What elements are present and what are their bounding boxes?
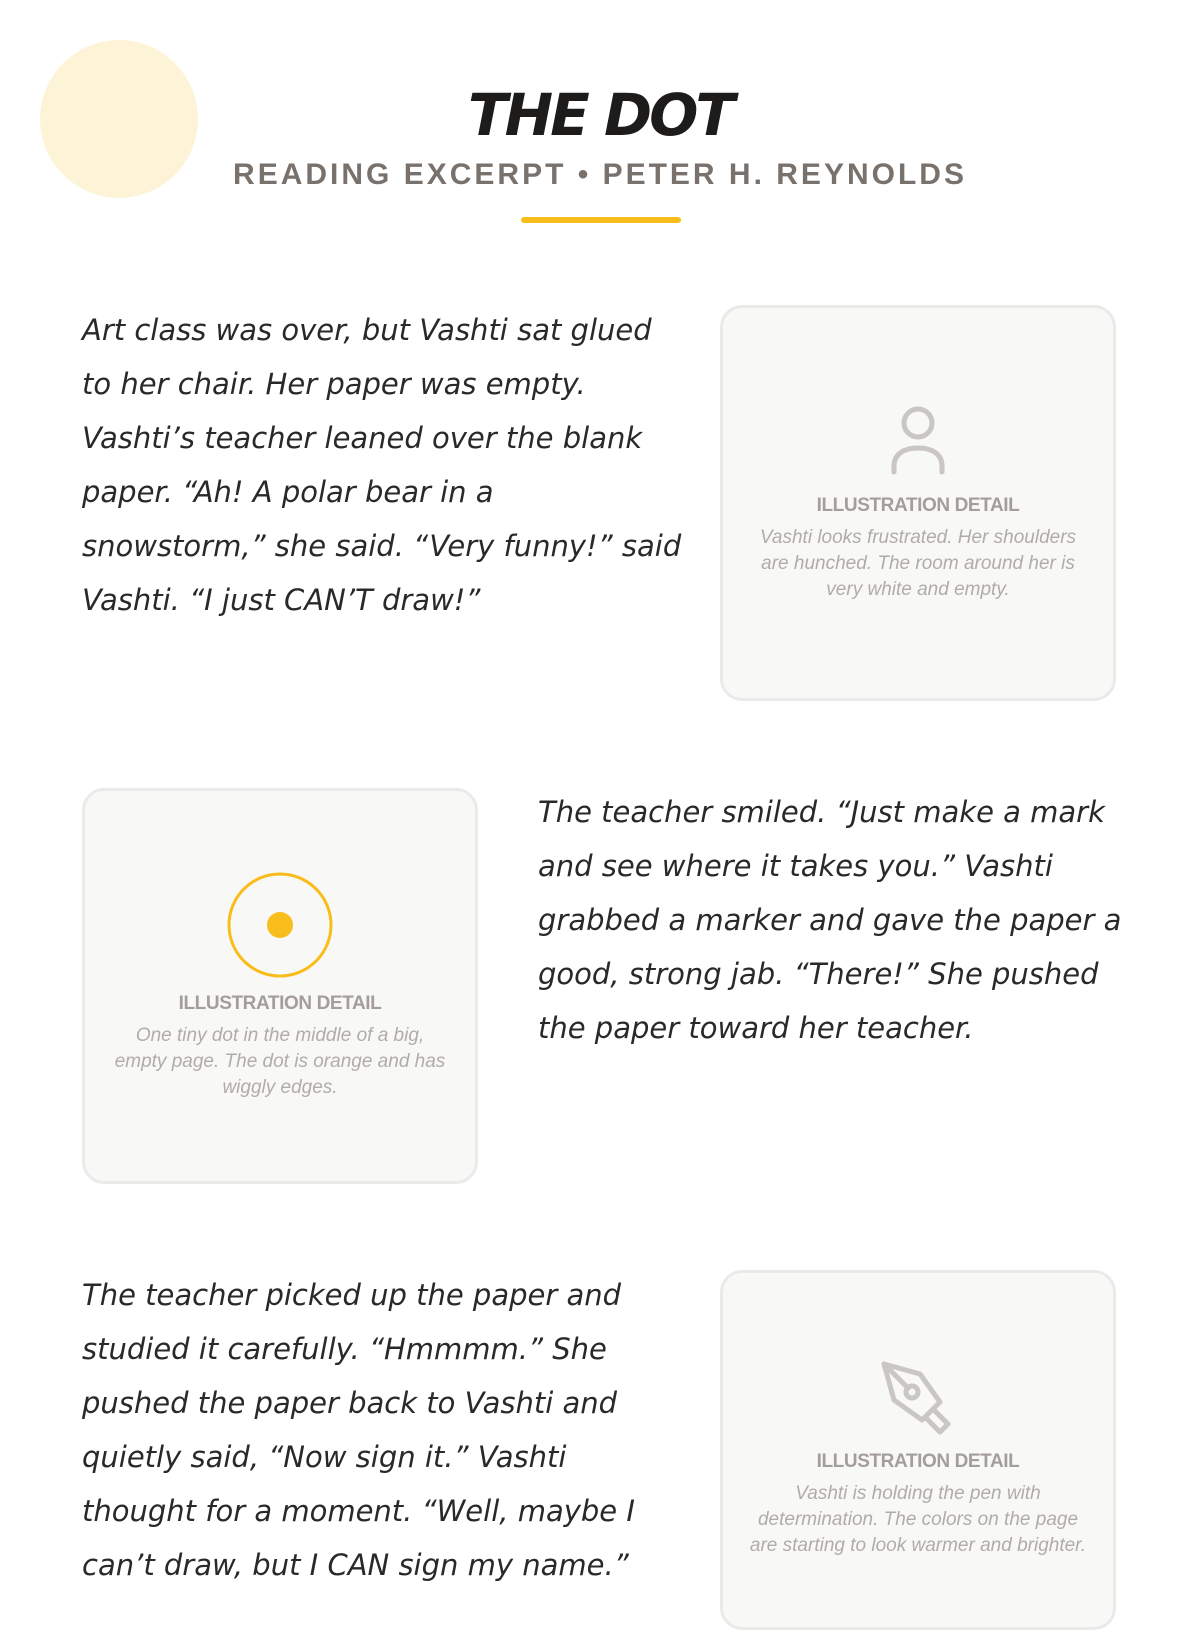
page-title: THE DOT — [468, 81, 732, 149]
illustration-description: One tiny dot in the middle of a big, empty page. The dot is orange and has wiggly edges. — [114, 1025, 446, 1098]
illustration-description: Vashti is holding the pen with determination. The colors on the page are starting to look warmer and brighter. — [749, 1483, 1087, 1556]
illustration-card-3 — [720, 1270, 1116, 1630]
illustration-card-1 — [720, 305, 1116, 701]
illustration-label: ILLUSTRATION DETAIL — [816, 495, 1020, 516]
dot-target-icon — [226, 871, 334, 979]
page-subtitle: READING EXCERPT • PETER H. REYNOLDS — [233, 158, 967, 191]
story-passage-3: The teacher picked up the paper and studied it carefully. “Hmmmm.” She pushed the paper back to Vashti and quietly said, “Now sign it.” Vashti thought for a moment. “Well, maybe I can’t draw, but I CAN sign my name.” — [82, 1278, 635, 1582]
illustration-label: ILLUSTRATION DETAIL — [178, 993, 382, 1014]
story-passage-1: Art class was over, but Vashti sat glued to her chair. Her paper was empty. Vashti’s teacher leaned over the blank paper. “Ah! A polar bear in a snowstorm,” she said. “Very funny!” said Vashti. “I just CAN’T draw!” — [82, 313, 682, 617]
story-passage-2: The teacher smiled. “Just make a mark and see where it takes you.” Vashti grabbed a marker and gave the paper a good, strong jab. “There!” She pushed the paper toward her teacher. — [538, 795, 1122, 1045]
illustration-description: Vashti looks frustrated. Her shoulders are hunched. The room around her is very white and empty. — [759, 527, 1077, 600]
title-underline — [521, 217, 681, 223]
pen-nib-icon — [880, 1359, 956, 1437]
illustration-card-2 — [82, 788, 478, 1184]
person-icon — [888, 403, 948, 481]
illustration-label: ILLUSTRATION DETAIL — [816, 1451, 1020, 1472]
page-header — [0, 80, 1200, 194]
